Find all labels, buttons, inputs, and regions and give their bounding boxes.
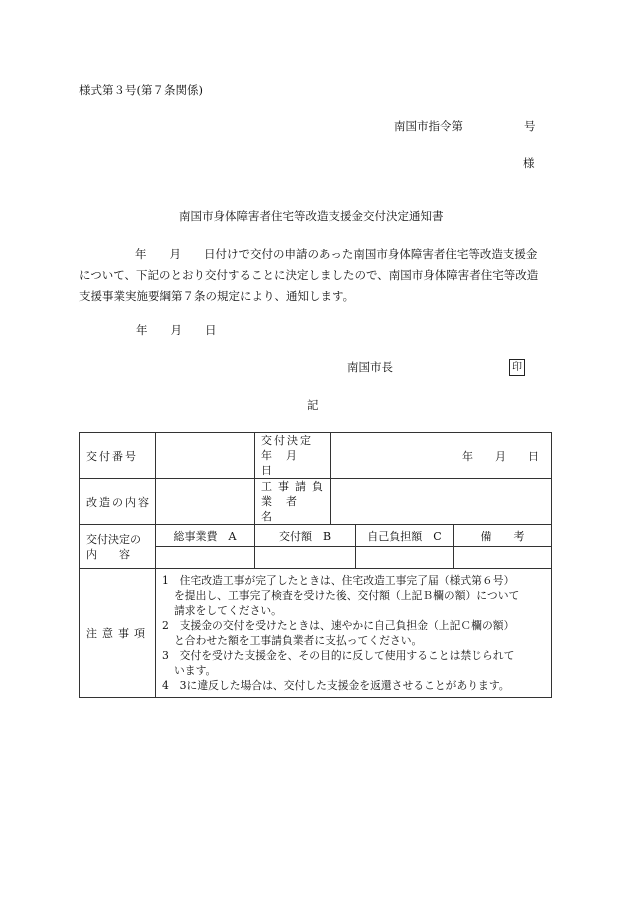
decision-date-label [255, 433, 331, 479]
modification-content-value [156, 479, 255, 525]
notice-date: 年 月 日 [136, 323, 217, 337]
addressee-suffix: 様 [523, 156, 535, 170]
table-row [80, 479, 552, 525]
table-row [80, 433, 552, 479]
note-line: います。 [174, 664, 217, 677]
body-paragraph [79, 244, 551, 307]
body-line-2: について、下記のとおり交付することに決定しましたので、南国市身体障害者住宅等改造 [79, 268, 539, 282]
body-line-3: 支援事業実施要綱第７条の規定により、通知します。 [79, 289, 355, 303]
notes-content [156, 569, 552, 698]
notes-label: 注意事項 [80, 569, 156, 698]
note-line: 2 支援金の交付を受けたときは、速やかに自己負担金（上記Ｃ欄の額） [162, 619, 515, 632]
decision-date-label-line-2: 年月日 [261, 449, 311, 477]
ki-heading: 記 [307, 398, 319, 412]
document-title: 南国市身体障害者住宅等改造支援金交付決定通知書 [179, 209, 444, 223]
note-line: と合わせた額を工事請負業者に支払ってください。 [174, 634, 423, 647]
doc-number-prefix: 南国市指令第 [394, 119, 463, 133]
total-cost-value [156, 547, 255, 569]
table-row [80, 569, 552, 698]
self-payment-header: 自己負担額 C [356, 525, 454, 547]
table-row [80, 525, 552, 547]
grant-decision-label-line-2: 内 容 [86, 547, 130, 561]
grant-number-value [156, 433, 255, 479]
contractor-label-line-1: 工事請負 [261, 480, 329, 493]
remarks-value [454, 547, 552, 569]
contractor-label-line-2: 業者名 [261, 495, 311, 523]
grant-amount-value [255, 547, 356, 569]
contractor-label [255, 479, 331, 525]
note-line: を提出し、工事完了検査を受けた後、交付額（上記Ｂ欄の額）について [174, 589, 520, 602]
grant-decision-label [80, 525, 156, 569]
decision-date-label-line-1: 交付決定 [261, 434, 313, 447]
self-payment-value [356, 547, 454, 569]
body-line-1: 年 月 日付けで交付の申請のあった南国市身体障害者住宅等改造支援金 [135, 247, 538, 261]
note-line: 3 交付を受けた支援金を、その目的に反して使用することは禁じられて [162, 649, 515, 662]
note-line: 4 3に違反した場合は、交付した支援金を返還させることがあります。 [162, 679, 510, 692]
details-table [79, 432, 552, 698]
issuer-name: 南国市長 [347, 360, 393, 374]
grant-number-label: 交付番号 [80, 433, 156, 479]
total-cost-header: 総事業費 A [156, 525, 255, 547]
doc-number-suffix: 号 [524, 119, 536, 133]
grant-decision-label-line-1: 交付決定の [86, 532, 141, 546]
remarks-header: 備 考 [454, 525, 552, 547]
contractor-value [331, 479, 552, 525]
grant-amount-header: 交付額 B [255, 525, 356, 547]
seal-mark: 印 [509, 359, 525, 376]
decision-date-value: 年 月 日 [331, 433, 552, 479]
note-line: 1 住宅改造工事が完了したときは、住宅改造工事完了届（様式第６号） [162, 574, 515, 587]
modification-content-label: 改造の内容 [80, 479, 156, 525]
note-line: 請求をしてください。 [174, 604, 282, 617]
form-reference: 様式第３号(第７条関係) [79, 83, 203, 97]
